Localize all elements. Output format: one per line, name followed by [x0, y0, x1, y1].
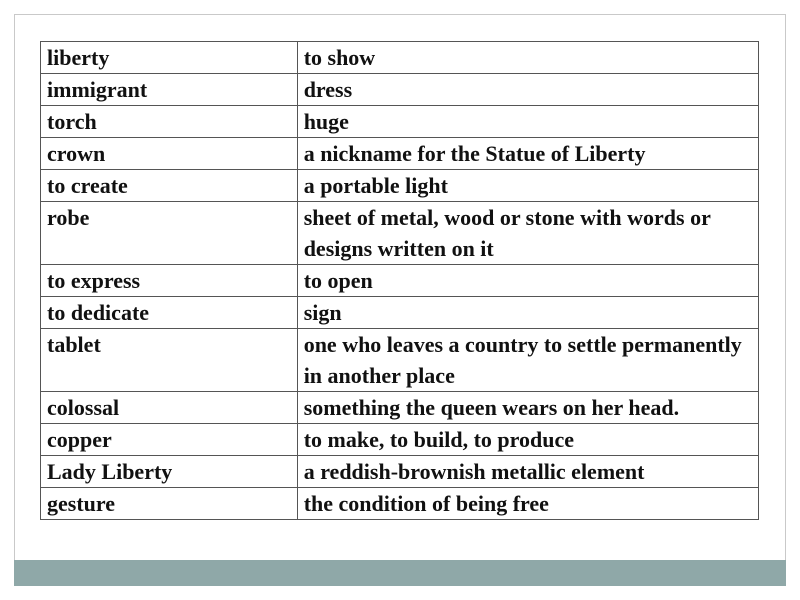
definition-cell: something the queen wears on her head. — [297, 392, 758, 424]
definition-cell: huge — [297, 106, 758, 138]
definition-cell: a nickname for the Statue of Liberty — [297, 138, 758, 170]
definition-cell: the condition of being free — [297, 488, 758, 520]
footer-bar — [14, 560, 786, 586]
term-cell: immigrant — [41, 74, 298, 106]
table-row — [41, 202, 759, 265]
term-cell: liberty — [41, 42, 298, 74]
definition-cell: sign — [297, 297, 758, 329]
term-cell: to express — [41, 265, 298, 297]
table-row — [41, 265, 759, 297]
term-cell: Lady Liberty — [41, 456, 298, 488]
table-row — [41, 392, 759, 424]
term-cell: to dedicate — [41, 297, 298, 329]
term-cell: tablet — [41, 329, 298, 392]
table-row — [41, 424, 759, 456]
definition-cell: dress — [297, 74, 758, 106]
term-cell: gesture — [41, 488, 298, 520]
definition-cell: a portable light — [297, 170, 758, 202]
definition-cell: to open — [297, 265, 758, 297]
term-cell: colossal — [41, 392, 298, 424]
definition-cell: to show — [297, 42, 758, 74]
term-cell: crown — [41, 138, 298, 170]
term-cell: torch — [41, 106, 298, 138]
table-row — [41, 106, 759, 138]
definition-cell: a reddish-brownish metallic element — [297, 456, 758, 488]
table-row — [41, 456, 759, 488]
term-cell: robe — [41, 202, 298, 265]
term-cell: copper — [41, 424, 298, 456]
definition-cell: sheet of metal, wood or stone with words or designs written on it — [297, 202, 758, 265]
table-row — [41, 297, 759, 329]
table-row — [41, 74, 759, 106]
table-row — [41, 170, 759, 202]
term-cell: to create — [41, 170, 298, 202]
definition-cell: one who leaves a country to settle permanently in another place — [297, 329, 758, 392]
vocabulary-table — [40, 41, 759, 520]
definition-cell: to make, to build, to produce — [297, 424, 758, 456]
table-row — [41, 138, 759, 170]
table-row — [41, 329, 759, 392]
table-row — [41, 488, 759, 520]
table-row — [41, 42, 759, 74]
